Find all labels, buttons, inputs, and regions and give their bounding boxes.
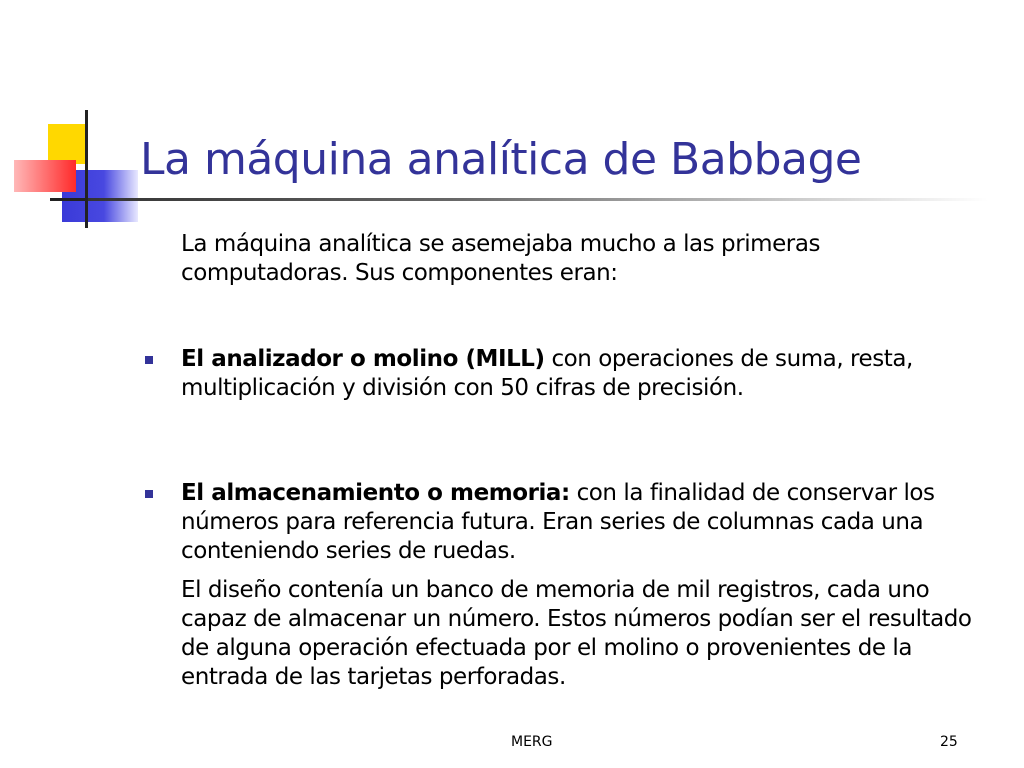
red-square-decoration [14,160,76,192]
bullet-text: con operaciones de suma, resta, multiplicación y división con 50 cifras de precisión. [181,346,913,401]
bullet-square-icon [145,490,153,498]
bullet-item-memory [181,479,981,566]
vertical-line-decoration [85,110,88,228]
bullet-heading: El almacenamiento o memoria: [181,480,570,506]
slide-title: La máquina analítica de Babbage [140,134,862,185]
footer-author: MERG [511,734,553,750]
bullet-square-icon [145,356,153,364]
yellow-square-decoration [48,124,86,164]
intro-paragraph: La máquina analítica se asemejaba mucho a las primeras computadoras. Sus componentes eran: [181,231,820,286]
slide-logo-decoration [0,0,150,240]
bullet-text: con la finalidad de conservar los números para referencia futura. Eran series de columnas cada una conteniendo series de ruedas. [181,480,935,564]
bullet-item-mill [181,345,981,403]
bullet-heading: El analizador o molino (MILL) [181,346,545,372]
title-underline [88,198,988,201]
slide-number: 25 [940,734,958,750]
memory-detail-paragraph: El diseño contenía un banco de memoria de mil registros, cada uno capaz de almacenar un número. Estos números podían ser el resultado de alguna operación efectuada por el molino o provenientes de la entrada de las tarjetas perforadas. [181,577,972,690]
